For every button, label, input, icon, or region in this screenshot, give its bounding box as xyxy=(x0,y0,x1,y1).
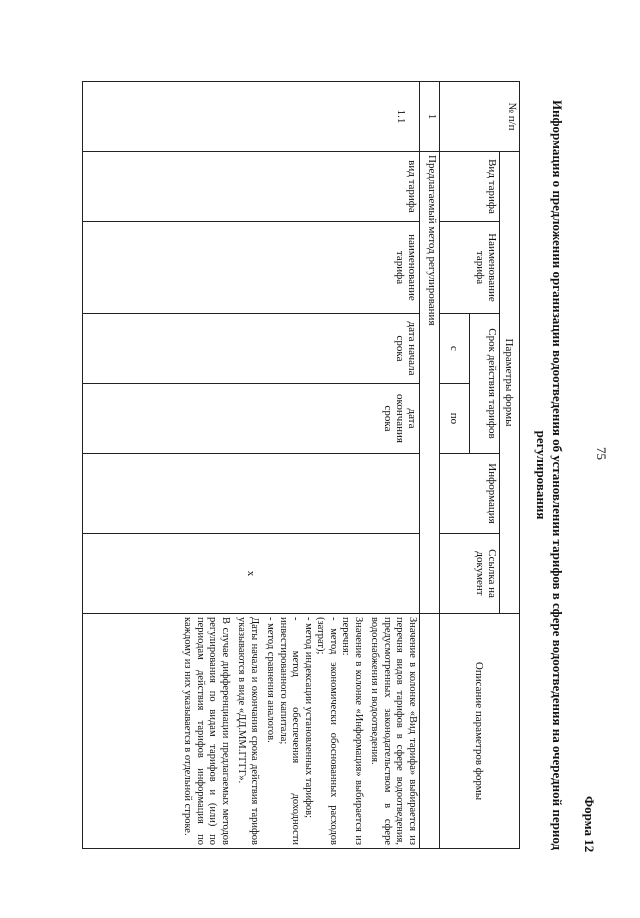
header-validity: Срок действия тарифов xyxy=(470,314,500,454)
header-link: Ссылка на документ xyxy=(440,534,500,614)
header-num: № п/п xyxy=(440,82,520,152)
header-tariff-type: Вид тарифа xyxy=(440,152,500,222)
row-11-description xyxy=(83,614,420,849)
row-11-link: x xyxy=(83,534,420,614)
header-from: с xyxy=(440,314,470,384)
page-number: 75 xyxy=(594,447,609,460)
description-paragraph: Значение в колонке «Вид тарифа» выбирается из перечня видов тарифов в сфере водоотведения, предусмотренных законодательством в сфере водоснабжения и водоотведения. xyxy=(369,617,418,845)
list-item: - метод экономически обоснованных расходов (затрат); xyxy=(315,617,339,845)
document-title: Информация о предложении организации водоотведения об установлении тарифов в сфере водоотведения на очередной период регулирования xyxy=(534,99,565,851)
header-tariff-name: Наименование тарифа xyxy=(440,222,500,314)
row-11-tariff-name: наименование тарифа xyxy=(83,222,420,314)
table-row xyxy=(83,82,420,849)
header-to: по xyxy=(440,384,470,454)
list-item: - метод сравнения аналогов. xyxy=(265,617,277,743)
form-label: Форма 12 xyxy=(582,796,597,853)
header-params: Параметры формы xyxy=(500,152,520,614)
row-11-tariff-type: вид тарифа xyxy=(83,152,420,222)
list-item: - метод обеспечения доходности инвестированного капитала; xyxy=(278,617,302,845)
row-1-label: Предлагаемый метод регулирования xyxy=(420,152,440,614)
row-11-info xyxy=(83,454,420,534)
form-table xyxy=(82,81,520,849)
list-item: - метод индексации установленных тарифов; xyxy=(303,617,314,819)
description-paragraph: В случае дифференциации предлагаемых методов регулирования по видам тарифов и (или) по периодам действия тарифов информация по каждому из них указывается в отдельной строке. xyxy=(182,617,231,845)
row-11-num: 1.1 xyxy=(83,82,420,152)
method-list xyxy=(264,617,339,845)
table-row xyxy=(420,82,440,849)
row-1-description xyxy=(420,614,440,849)
row-11-end-date: дата окончания срока xyxy=(83,384,420,454)
header-description: Описание параметров формы xyxy=(440,614,520,849)
description-paragraph: Даты начала и окончания срока действия тарифов указываются в виде «ДД.ММ.ГГГГ». xyxy=(236,617,260,845)
row-1-num: 1 xyxy=(420,82,440,152)
header-info: Информация xyxy=(440,454,500,534)
description-paragraph: Значение в колонке «Информация» выбирается из перечня: xyxy=(340,617,364,845)
row-11-start-date: дата начала срока xyxy=(83,314,420,384)
